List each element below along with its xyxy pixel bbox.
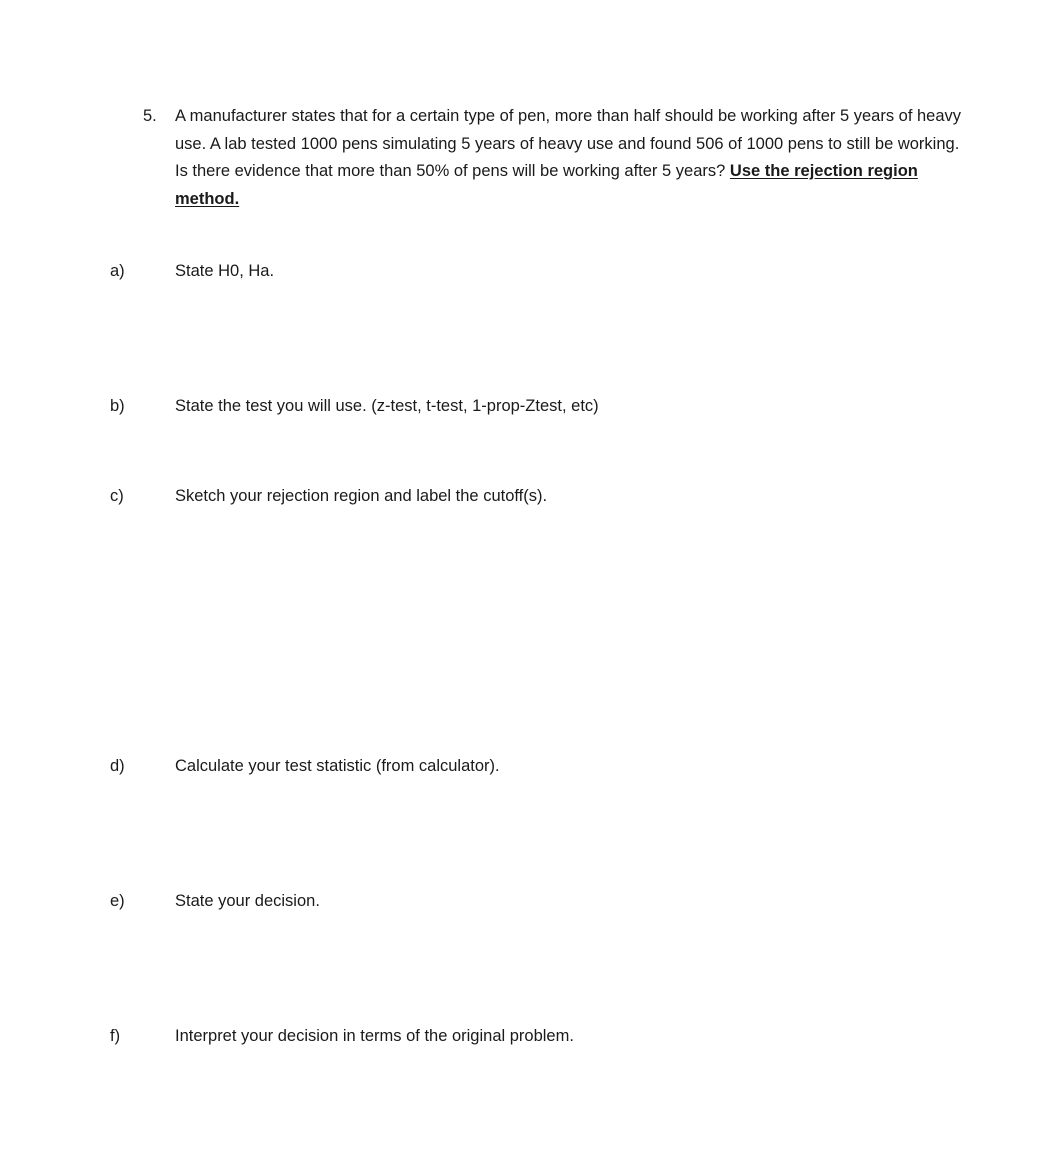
question-method-instruction: Use the rejection region method. [175,162,918,208]
part-prompt: State your decision. [175,892,320,910]
part-prompt: Calculate your test statistic (from calculator). [175,757,500,775]
part-letter: a) [110,262,125,280]
part-letter: f) [110,1027,121,1045]
part-prompt: Sketch your rejection region and label the cutoff(s). [175,487,548,505]
question-body [175,103,965,213]
part-prompt: State the test you will use. (z-test, t-test, 1-prop-Ztest, etc) [175,397,599,415]
part-prompt: Interpret your decision in terms of the original problem. [175,1027,574,1045]
part-letter: b) [110,397,125,415]
part-letter: d) [110,757,125,775]
question-number: 5. [143,107,157,125]
part-letter: c) [110,487,124,505]
part-letter: e) [110,892,125,910]
part-prompt: State H0, Ha. [175,262,275,280]
question-text: A manufacturer states that for a certain type of pen, more than half should be working after 5 years of heavy use. A lab tested 1000 pens simulating 5 years of heavy use and found 506 of 1000 pens to still be working. Is there evidence that more than 50% of pens will be working after 5 years? [175,107,962,180]
